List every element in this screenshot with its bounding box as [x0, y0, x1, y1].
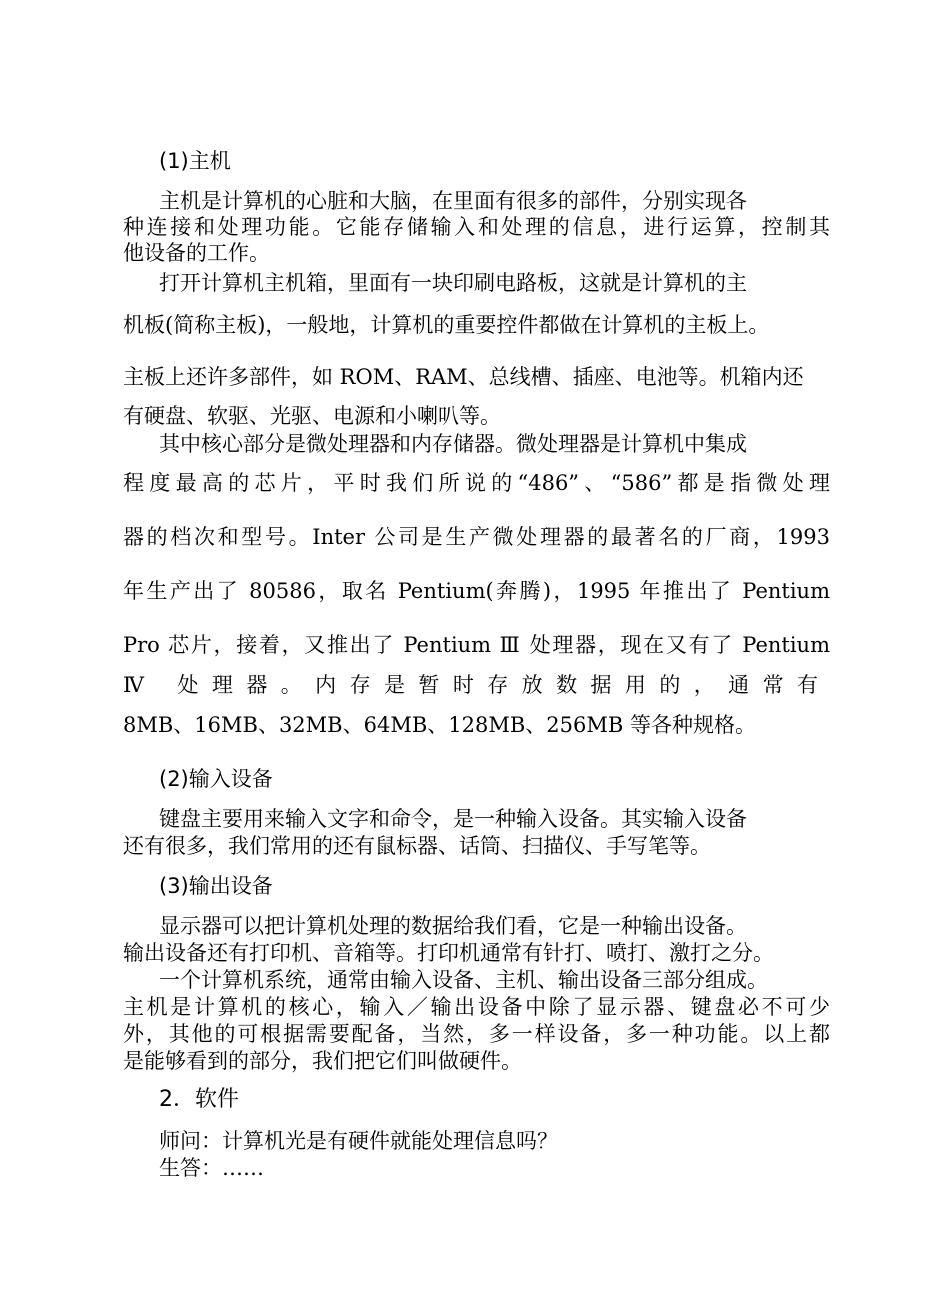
paragraph-line: 是能够看到的部分，我们把它们叫做硬件。: [123, 1049, 522, 1073]
paragraph-line: 还有很多，我们常用的还有鼠标器、话筒、扫描仪、手写笔等。: [123, 834, 711, 858]
paragraph-line: 其中核心部分是微处理器和内存储器。微处理器是计算机中集成: [159, 432, 747, 456]
paragraph-line: 主机是计算机的核心，输入／输出设备中除了显示器、键盘必不可少: [123, 995, 830, 1019]
paragraph-line: 主板上还许多部件，如 ROM、RAM、总线槽、插座、电池等。机箱内还: [123, 365, 804, 389]
heading-output: (3)输出设备: [159, 874, 273, 898]
paragraph-line: 外，其他的可根据需要配备，当然，多一样设备，多一种功能。以上都: [123, 1022, 830, 1046]
paragraph-line: 程度最高的芯片，平时我们所说的“486”、“586”都是指微处理: [123, 471, 830, 495]
paragraph-line: 年生产出了 80586，取名 Pentium(奔腾)，1995 年推出了 Pentium: [123, 579, 830, 603]
paragraph-line: 一个计算机系统，通常由输入设备、主机、输出设备三部分组成。: [159, 968, 768, 992]
heading-software: 2．软件: [159, 1087, 239, 1112]
paragraph-line: 键盘主要用来输入文字和命令，是一种输入设备。其实输入设备: [159, 807, 747, 831]
paragraph-line: 显示器可以把计算机处理的数据给我们看，它是一种输出设备。: [159, 914, 747, 938]
heading-input: (2)输入设备: [159, 767, 273, 791]
paragraph-line: 种连接和处理功能。它能存储输入和处理的信息，进行运算，控制其: [123, 215, 830, 239]
paragraph-line: 8MB、16MB、32MB、64MB、128MB、256MB 等各种规格。: [123, 713, 756, 737]
paragraph-line: 打开计算机主机箱，里面有一块印刷电路板，这就是计算机的主: [159, 271, 747, 295]
paragraph-line: 主机是计算机的心脏和大脑，在里面有很多的部件，分别实现各: [159, 189, 747, 213]
heading-host: (1)主机: [159, 149, 231, 173]
paragraph-line: 他设备的工作。: [123, 241, 270, 265]
question-line: 师问：计算机光是有硬件就能处理信息吗？: [159, 1129, 558, 1153]
paragraph-line: 机板(简称主板)，一般地，计算机的重要控件都做在计算机的主板上。: [123, 313, 770, 337]
paragraph-line: 器的档次和型号。Inter 公司是生产微处理器的最著名的厂商，1993: [123, 525, 830, 549]
paragraph-line: Ⅳ 处理器。内存是暂时存放数据用的，通常有: [123, 673, 830, 697]
paragraph-line: Pro 芯片，接着，又推出了 Pentium Ⅲ 处理器，现在又有了 Pentium: [123, 633, 830, 657]
answer-line: 生答：……: [159, 1156, 264, 1180]
paragraph-line: 有硬盘、软驱、光驱、电源和小喇叭等。: [123, 404, 501, 428]
paragraph-line: 输出设备还有打印机、音箱等。打印机通常有针打、喷打、激打之分。: [123, 941, 774, 965]
